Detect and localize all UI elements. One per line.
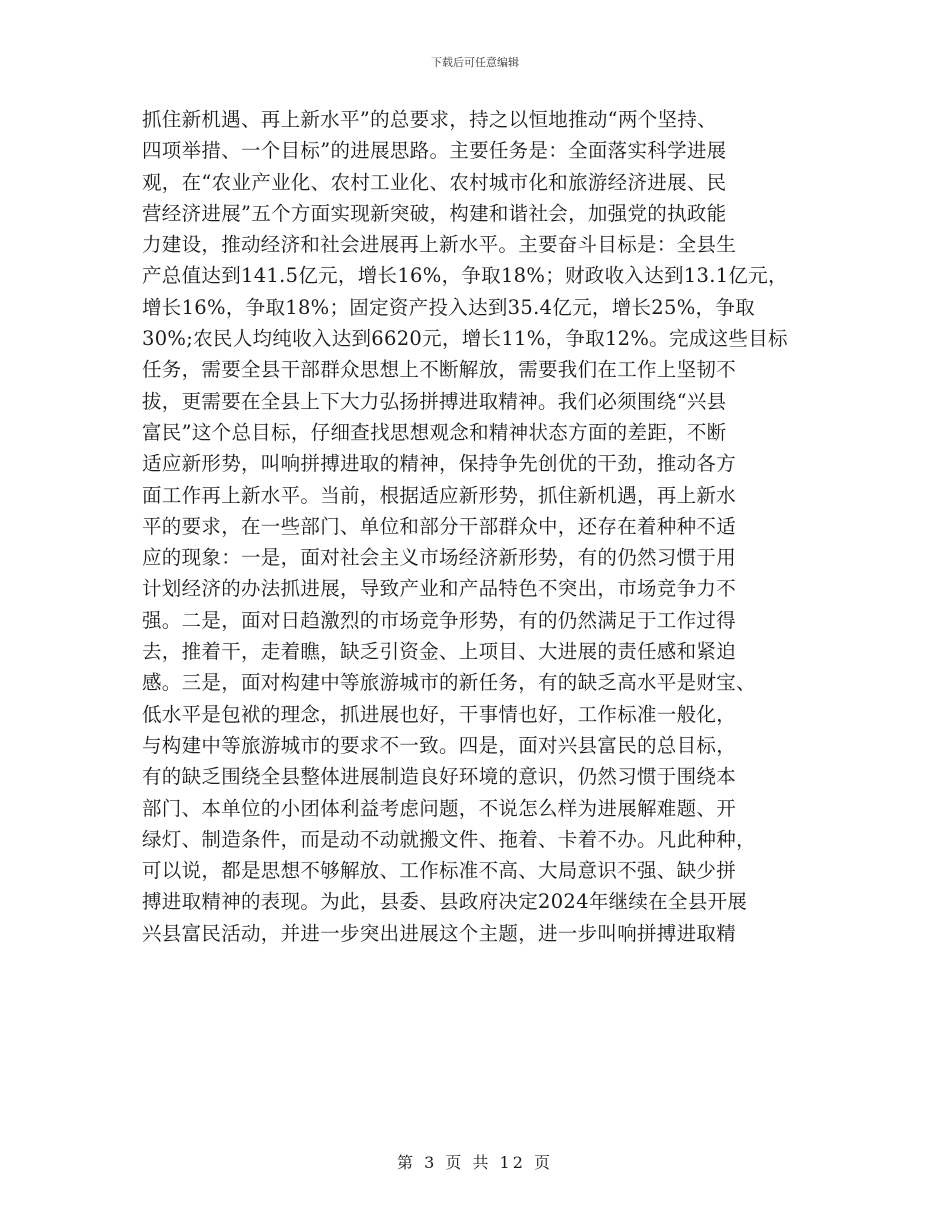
body-line: 营经济进展”五个方面实现新突破，构建和谐社会，加强党的执政能 [142, 201, 727, 225]
body-line: 低水平是包袱的理念，抓进展也好，干事情也好，工作标准一般化， [142, 702, 737, 726]
body-line: 搏进取精神的表现。为此，县委、县政府决定2024年继续在全县开展 [142, 890, 748, 914]
body-line: 有的缺乏围绕全县整体进展制造良好环境的意识，仍然习惯于围绕本 [142, 765, 737, 789]
body-line: 富民”这个总目标，仔细查找思想观念和精神状态方面的差距，不断 [142, 420, 727, 444]
body-line: 感。三是，面对构建中等旅游城市的新任务，有的缺乏高水平是财宝、 [142, 671, 756, 695]
header-note: 下载后可任意编辑 [431, 56, 519, 69]
document-body [142, 104, 832, 949]
body-line: 绿灯、制造条件，而是动不动就搬文件、拖着、卡着不办。凡此种种， [142, 827, 756, 851]
body-line: 与构建中等旅游城市的要求不一致。四是，面对兴县富民的总目标， [142, 733, 737, 757]
body-line: 去，推着干，走着瞧，缺乏引资金、上项目、大进展的责任感和紧迫 [142, 640, 737, 664]
body-line: 增长16%，争取18%；固定资产投入达到35.4亿元，增长25%，争取 [142, 295, 755, 319]
body-line: 产总值达到141.5亿元，增长16%，争取18%；财政收入达到13.1亿元， [142, 264, 788, 288]
body-line: 面工作再上新水平。当前，根据适应新形势，抓住新机遇，再上新水 [142, 483, 737, 507]
page-number-footer: 第 3 页 共 12 页 [397, 1153, 553, 1172]
body-line: 平的要求，在一些部门、单位和部分干部群众中，还存在着种种不适 [142, 514, 737, 538]
body-line: 适应新形势，叫响拼搏进取的精神，保持争先创优的干劲，推动各方 [142, 452, 737, 476]
body-line: 应的现象：一是，面对社会主义市场经济新形势，有的仍然习惯于用 [142, 546, 737, 570]
body-line: 强。二是，面对日趋激烈的市场竞争形势，有的仍然满足于工作过得 [142, 608, 737, 632]
body-line: 四项举措、一个目标”的进展思路。主要任务是：全面落实科学进展 [142, 139, 727, 163]
body-line: 任务，需要全县干部群众思想上不断解放，需要我们在工作上坚韧不 [142, 358, 737, 382]
body-line: 拔，更需要在全县上下大力弘扬拼搏进取精神。我们必须围绕“兴县 [142, 389, 727, 413]
body-line: 可以说，都是思想不够解放、工作标准不高、大局意识不强、缺少拼 [142, 859, 737, 883]
body-line: 部门、本单位的小团体利益考虑问题，不说怎么样为进展解难题、开 [142, 796, 737, 820]
body-line: 力建设，推动经济和社会进展再上新水平。主要奋斗目标是：全县生 [142, 233, 737, 257]
body-line: 抓住新机遇、再上新水平”的总要求，持之以恒地推动“两个坚持、 [142, 108, 717, 131]
body-line: 观，在“农业产业化、农村工业化、农村城市化和旅游经济进展、民 [142, 170, 727, 194]
body-line: 30%;农民人均纯收入达到6620元，增长11%，争取12%。完成这些目标 [142, 327, 788, 351]
body-line: 计划经济的办法抓进展，导致产业和产品特色不突出，市场竞争力不 [142, 577, 737, 601]
body-line: 兴县富民活动，并进一步突出进展这个主题，进一步叫响拼搏进取精 [142, 921, 737, 945]
